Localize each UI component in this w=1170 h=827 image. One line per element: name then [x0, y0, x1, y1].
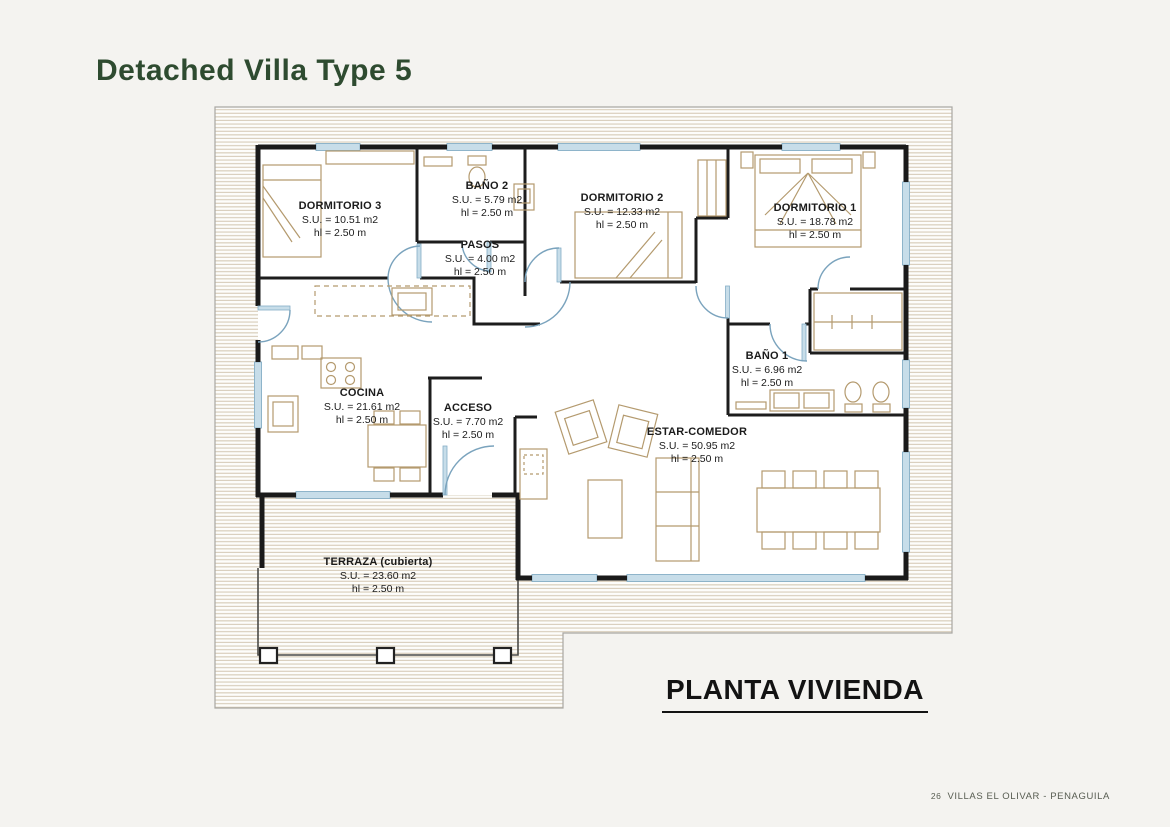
plan-title: PLANTA VIVIENDA: [662, 674, 928, 713]
room-label-dormitorio-1: DORMITORIO 1 S.U. = 18.78 m2 hl = 2.50 m: [773, 202, 857, 241]
room-label-dormitorio-3: DORMITORIO 3 S.U. = 10.51 m2 hl = 2.50 m: [298, 200, 382, 239]
room-label-bano-1: BAÑO 1 S.U. = 6.96 m2 hl = 2.50 m: [731, 350, 803, 389]
room-label-bano-2: BAÑO 2 S.U. = 5.79 m2 hl = 2.50 m: [451, 180, 523, 219]
footer-project-name: VILLAS EL OLIVAR - PENAGUILA: [947, 791, 1110, 802]
page-title: Detached Villa Type 5: [96, 54, 413, 87]
footer-page-number: 26: [930, 791, 942, 801]
room-label-pasos: PASOS S.U. = 4.00 m2 hl = 2.50 m: [444, 239, 516, 278]
footer-note: [931, 791, 1110, 802]
room-label-cocina: COCINA S.U. = 21.61 m2 hl = 2.50 m: [323, 387, 401, 426]
room-label-terraza: TERRAZA (cubierta) S.U. = 23.60 m2 hl = 2.50 m: [323, 556, 433, 595]
room-label-estar-comedor: ESTAR-COMEDOR S.U. = 50.95 m2 hl = 2.50 m: [646, 426, 748, 465]
room-label-dormitorio-2: DORMITORIO 2 S.U. = 12.33 m2 hl = 2.50 m: [580, 192, 664, 231]
room-label-acceso: ACCESO S.U. = 7.70 m2 hl = 2.50 m: [432, 402, 504, 441]
